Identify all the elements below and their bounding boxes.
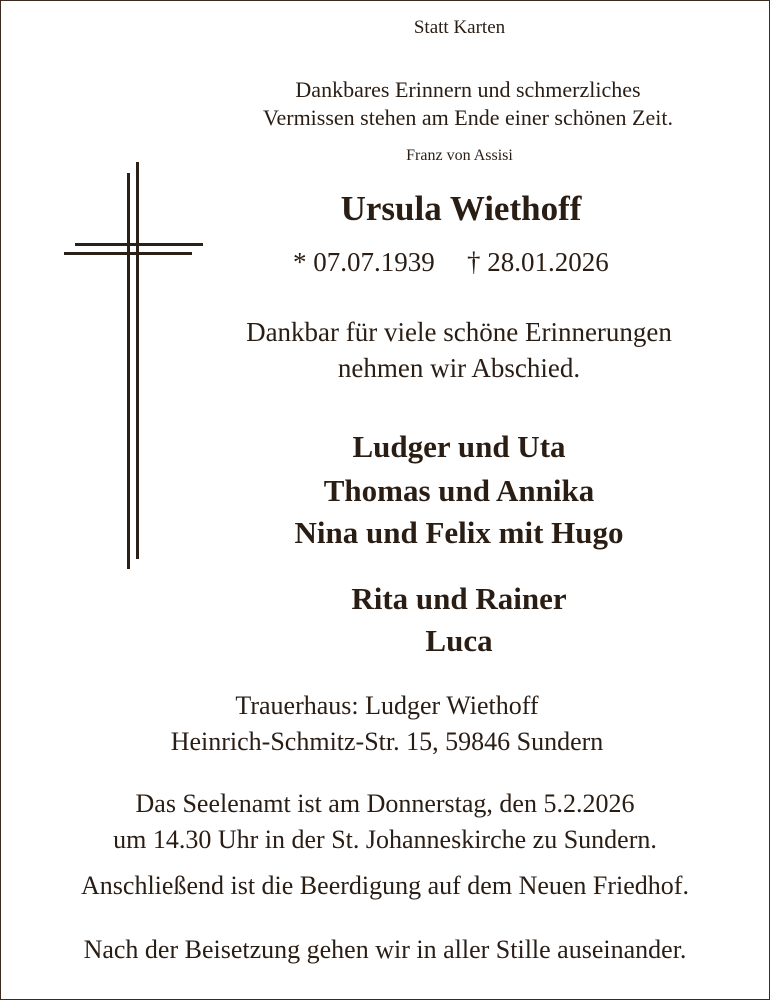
service-line: Das Seelenamt ist am Donnerstag, den 5.2.2026 (135, 789, 635, 818)
death-date: † 28.01.2026 (467, 247, 609, 277)
birth-date: * 07.07.1939 (293, 247, 435, 277)
service-line: Anschließend ist die Beerdigung auf dem Neuen Friedhof. (81, 871, 689, 900)
quote-line: Vermissen stehen am Ende einer schönen Zeit. (263, 105, 673, 130)
address-line: Trauerhaus: Ludger Wiethoff (235, 691, 539, 720)
quote-author: Franz von Assisi (406, 147, 513, 164)
quote-line: Dankbares Erinnern und schmerzliches (295, 77, 641, 102)
address-line: Heinrich-Schmitz-Str. 15, 59846 Sundern (170, 727, 604, 756)
family-member: Nina und Felix mit Hugo (294, 515, 624, 550)
family-member: Luca (425, 623, 493, 658)
message-line: nehmen wir Abschied. (337, 353, 581, 383)
family-member: Rita und Rainer (351, 581, 567, 616)
message-line: Dankbar für viele schöne Erinnerungen (246, 317, 672, 347)
family-member: Thomas und Annika (323, 473, 595, 508)
service-line: um 14.30 Uhr in der St. Johanneskirche zu Sundern. (113, 825, 657, 854)
family-member: Ludger und Uta (352, 429, 566, 464)
deceased-name: Ursula Wiethoff (340, 189, 582, 228)
header-label: Statt Karten (413, 17, 506, 38)
closing-line: Nach der Beisetzung gehen wir in aller Stille auseinander. (83, 935, 687, 964)
